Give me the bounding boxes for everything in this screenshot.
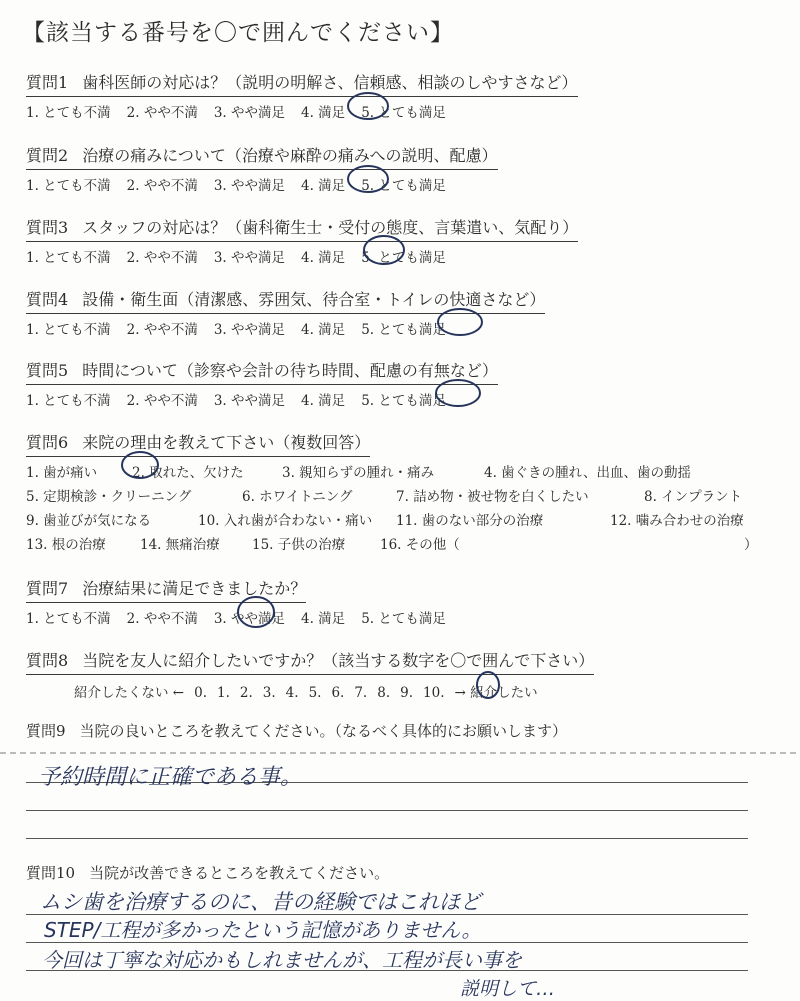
scale-item[interactable]: 4. [285,685,299,701]
question-title [26,430,370,457]
answer-rule [26,810,748,811]
scale-item[interactable]: 2. [239,685,253,701]
question-text: 設備・衛生面（清潔感、雰囲気、待合室・トイレの快適さなど） [82,290,546,309]
option-item[interactable]: 1. とても不満 [26,322,111,338]
option-item[interactable]: 1. とても不満 [26,178,111,194]
question-2 [26,143,796,194]
option-item[interactable]: 5. とても満足 [361,250,446,266]
question-title [26,648,594,675]
option-item[interactable]: 1. とても不満 [26,393,111,409]
recommend-scale [26,681,796,701]
scale-item[interactable]: 7. [354,685,368,701]
option-item[interactable]: 10. 入れ歯が合わない・痛い [198,513,373,529]
question-6 [26,430,796,557]
question-number: 質問8 [26,651,69,670]
question-text: 歯科医師の対応は？（説明の明解さ、信頼感、相談のしやすさなど） [82,73,578,92]
question-3 [26,215,796,266]
handwritten-answer-line[interactable]: STEP/工程が多かったという記憶がありません。 [44,918,482,942]
question-title [26,862,796,883]
option-item[interactable]: 5. とても満足 [361,178,446,194]
question-number: 質問4 [26,290,69,309]
option-item[interactable]: 7. 詰め物・被せ物を白くしたい [396,489,589,505]
question-1 [26,70,796,121]
option-item[interactable]: 2. やや不満 [126,322,198,338]
option-item[interactable]: 13. 根の治療 [26,537,106,553]
option-item[interactable]: 3. やや満足 [213,250,286,266]
option-item[interactable]: 4. 満足 [301,178,346,194]
question-number: 質問9 [26,722,66,740]
option-item: ） [744,537,758,553]
scale-item[interactable]: 3. [262,685,276,701]
option-item[interactable]: 16. その他（ [380,537,460,553]
option-item[interactable]: 5. 定期検診・クリーニング [26,489,192,505]
option-item[interactable]: 4. 満足 [301,105,346,121]
answer-rule [26,838,748,839]
option-item[interactable]: 8. インプラント [644,489,743,505]
question-number: 質問5 [26,361,69,380]
option-item[interactable]: 5. とても満足 [361,322,446,338]
option-row [26,246,796,266]
option-item[interactable]: 2. やや不満 [126,178,198,194]
handwritten-answer-line[interactable]: ムシ歯を治療するのに、昔の経験ではこれほど [40,890,481,914]
option-row [26,101,796,121]
scale-item[interactable]: 1. [217,685,230,701]
page-heading: 【該当する番号を〇で囲んでください】 [22,20,454,46]
question-8 [26,648,796,701]
option-item[interactable]: 4. 歯ぐきの腫れ、出血、歯の動揺 [484,465,691,481]
option-item[interactable]: 3. やや満足 [213,105,286,121]
question-title [26,287,545,314]
option-item[interactable]: 6. ホワイトニング [242,489,353,505]
question-title [26,358,498,385]
scale-item[interactable]: 10. [423,685,445,701]
option-item[interactable]: 3. やや満足 [213,178,286,194]
question-text: 来院の理由を教えて下さい（複数回答） [82,433,371,452]
option-item[interactable]: 4. 満足 [301,322,346,338]
question-text: 当院が改善できるところを教えてください。 [89,864,390,882]
option-item[interactable]: 2. やや不満 [126,611,198,627]
scale-item[interactable]: 9. [400,685,414,701]
option-item[interactable]: 5. とても満足 [361,105,446,121]
question-number: 質問10 [26,864,76,882]
option-row [26,318,796,338]
option-item[interactable]: 12. 噛み合わせの治療 [610,513,744,529]
question-number: 質問2 [26,146,69,165]
handwritten-answer-line[interactable]: 説明して… [460,978,556,1000]
option-item[interactable]: 1. とても不満 [26,250,111,266]
question-title [26,576,306,603]
question-4 [26,287,796,338]
question-text: 治療の痛みについて（治療や麻酔の痛みへの説明、配慮） [82,146,498,165]
option-row [26,607,796,627]
scale-right-label: → 紹介したい [454,685,538,701]
scale-item[interactable]: 5. [308,685,322,701]
option-item[interactable]: 3. やや満足 [213,611,286,627]
option-item[interactable]: 2. やや不満 [126,393,198,409]
question-9 [26,720,796,741]
option-item[interactable]: 3. やや満足 [213,393,286,409]
option-grid [26,461,796,557]
option-item[interactable]: 2. やや不満 [126,105,198,121]
question-title [26,215,578,242]
option-item[interactable]: 3. 親知らずの腫れ・痛み [282,465,435,481]
question-text: スタッフの対応は？（歯科衛生士・受付の態度、言葉遣い、気配り） [82,218,579,237]
option-item[interactable]: 5. とても満足 [361,611,446,627]
option-row [26,174,796,194]
scale-left-label: 紹介したくない ← [74,685,185,701]
option-item[interactable]: 1. とても不満 [26,611,111,627]
question-7 [26,576,796,627]
option-item[interactable]: 4. 満足 [301,611,346,627]
option-item[interactable]: 14. 無痛治療 [140,537,220,553]
question-text: 当院の良いところを教えてください。（なるべく具体的にお願いします） [79,722,568,740]
question-text: 時間について（診察や会計の待ち時間、配慮の有無など） [82,361,498,380]
option-item[interactable]: 15. 子供の治療 [252,537,346,553]
option-item[interactable]: 1. 歯が痛い [26,465,98,481]
option-row [26,389,796,409]
option-item[interactable]: 11. 歯のない部分の治療 [396,513,544,529]
question-number: 質問6 [26,433,69,452]
question-title [26,143,498,170]
question-10 [26,862,796,883]
scale-item[interactable]: 8. [377,685,391,701]
question-5 [26,358,796,409]
question-number: 質問3 [26,218,69,237]
option-item[interactable]: 2. 取れた、欠けた [132,465,244,481]
option-item[interactable]: 5. とても満足 [361,393,446,409]
question-title [26,720,796,741]
question-text: 当院を友人に紹介したいですか？（該当する数字を〇で囲んで下さい） [82,651,595,670]
question-number: 質問7 [26,579,69,598]
question-number: 質問1 [26,73,69,92]
option-item[interactable]: 4. 満足 [301,250,346,266]
handwritten-answer-9[interactable]: 予約時間に正確である事。 [38,765,303,790]
scale-item[interactable]: 6. [331,685,345,701]
option-item[interactable]: 2. やや不満 [126,250,198,266]
option-item[interactable]: 1. とても不満 [26,105,111,121]
scan-fold-line [0,752,800,754]
option-item[interactable]: 4. 満足 [301,393,346,409]
scale-item[interactable]: 0. [194,685,207,701]
handwritten-answer-line[interactable]: 今回は丁寧な対応かもしれませんが、工程が長い事を [42,948,522,972]
option-item[interactable]: 3. やや満足 [213,322,286,338]
question-title [26,70,578,97]
question-text: 治療結果に満足できましたか？ [82,579,307,598]
option-item[interactable]: 9. 歯並びが気になる [26,513,152,529]
